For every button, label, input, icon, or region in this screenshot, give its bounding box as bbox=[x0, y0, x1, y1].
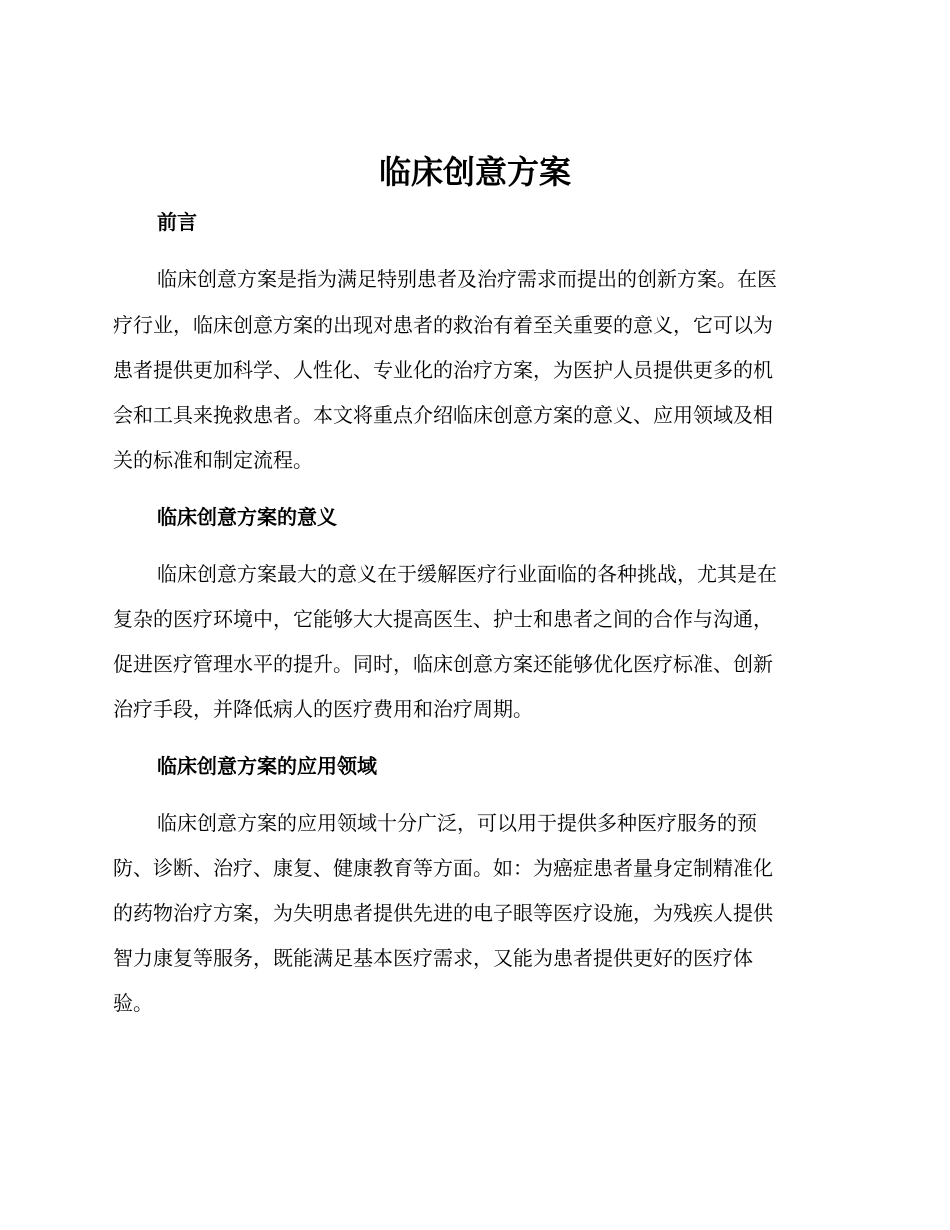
paragraph-line: 促进医疗管理水平的提升。同时，临床创意方案还能够优化医疗标准、创新 bbox=[113, 652, 773, 676]
paragraph-line: 临床创意方案是指为满足特别患者及治疗需求而提出的创新方案。在医 bbox=[157, 267, 777, 291]
paragraph-line: 防、诊断、治疗、康复、健康教育等方面。如：为癌症患者量身定制精准化 bbox=[113, 856, 773, 880]
section-heading-applications: 临床创意方案的应用领域 bbox=[157, 754, 377, 778]
paragraph-line: 临床创意方案最大的意义在于缓解医疗行业面临的各种挑战，尤其是在 bbox=[157, 562, 777, 586]
document-title: 临床创意方案 bbox=[378, 153, 571, 191]
paragraph-line: 会和工具来挽救患者。本文将重点介绍临床创意方案的意义、应用领域及相 bbox=[113, 403, 773, 427]
paragraph-line: 智力康复等服务，既能满足基本医疗需求，又能为患者提供更好的医疗体 bbox=[113, 946, 753, 970]
paragraph-line: 验。 bbox=[113, 991, 153, 1015]
section-heading-significance: 临床创意方案的意义 bbox=[157, 505, 337, 529]
paragraph-line: 的药物治疗方案，为失明患者提供先进的电子眼等医疗设施，为残疾人提供 bbox=[113, 901, 773, 925]
paragraph-line: 治疗手段，并降低病人的医疗费用和治疗周期。 bbox=[113, 697, 533, 721]
paragraph-line: 临床创意方案的应用领域十分广泛，可以用于提供多种医疗服务的预 bbox=[157, 811, 757, 835]
section-heading-preface: 前言 bbox=[157, 210, 197, 234]
paragraph-line: 复杂的医疗环境中，它能够大大提高医生、护士和患者之间的合作与沟通， bbox=[113, 607, 773, 631]
paragraph-line: 关的标准和制定流程。 bbox=[113, 448, 313, 472]
paragraph-line: 疗行业，临床创意方案的出现对患者的救治有着至关重要的意义，它可以为 bbox=[113, 313, 773, 337]
paragraph-line: 患者提供更加科学、人性化、专业化的治疗方案，为医护人员提供更多的机 bbox=[113, 358, 773, 382]
